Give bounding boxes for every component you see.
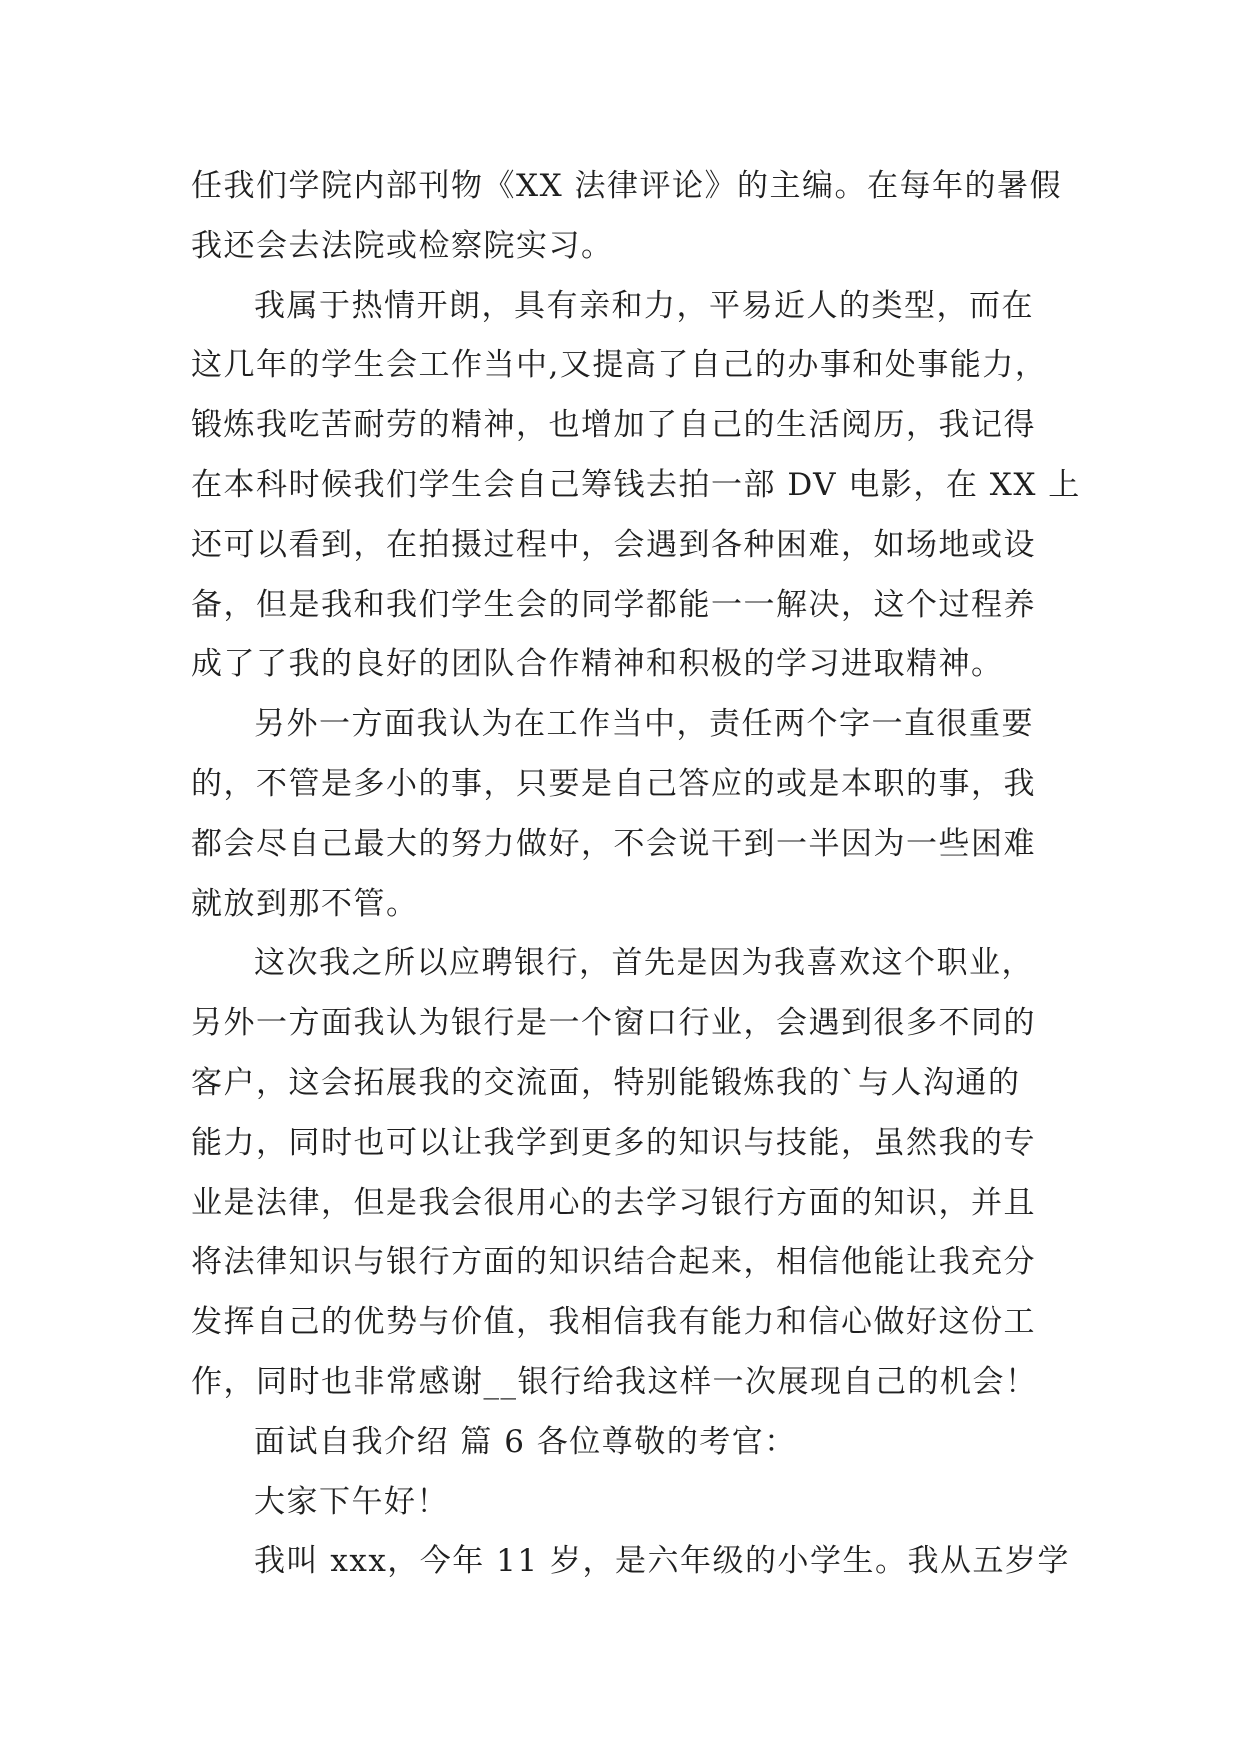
text-line: 在本科时候我们学生会自己筹钱去拍一部 DV 电影，在 XX 上 — [191, 466, 1081, 503]
text-line: 的，不管是多小的事，只要是自己答应的或是本职的事，我 — [191, 765, 1036, 802]
text-line: 备，但是我和我们学生会的同学都能一一解决，这个过程养 — [191, 586, 1036, 623]
text-line: 作，同时也非常感谢__银行给我这样一次展现自己的机会！ — [191, 1363, 1038, 1400]
text-line: 发挥自己的优势与价值，我相信我有能力和信心做好这份工 — [191, 1304, 1036, 1341]
paragraph-start-line: 另外一方面我认为在工作当中，责任两个字一直很重要 — [254, 706, 1034, 743]
text-line: 还可以看到，在拍摄过程中，会遇到各种困难，如场地或设 — [191, 526, 1036, 563]
document-body-text — [191, 157, 1081, 1592]
paragraph-start-line: 这次我之所以应聘银行，首先是因为我喜欢这个职业， — [254, 945, 1034, 982]
section-heading-line: 面试自我介绍 篇 6 各位尊敬的考官： — [254, 1423, 797, 1460]
text-line: 另外一方面我认为银行是一个窗口行业，会遇到很多不同的 — [191, 1005, 1036, 1042]
text-line: 将法律知识与银行方面的知识结合起来，相信他能让我充分 — [191, 1244, 1036, 1281]
paragraph-start-line: 我叫 xxx，今年 11 岁，是六年级的小学生。我从五岁学 — [254, 1543, 1070, 1580]
text-line: 就放到那不管。 — [191, 885, 419, 922]
text-line: 业是法律，但是我会很用心的去学习银行方面的知识，并且 — [191, 1184, 1036, 1221]
text-line: 成了了我的良好的团队合作精神和积极的学习进取精神。 — [191, 646, 1004, 683]
text-line: 都会尽自己最大的努力做好，不会说干到一半因为一些困难 — [191, 825, 1036, 862]
greeting-line: 大家下午好！ — [254, 1483, 449, 1520]
text-line: 这几年的学生会工作当中,又提高了自己的办事和处事能力， — [191, 347, 1048, 384]
text-line: 锻炼我吃苦耐劳的精神，也增加了自己的生活阅历，我记得 — [191, 407, 1036, 444]
paragraph-start-line: 我属于热情开朗，具有亲和力，平易近人的类型，而在 — [254, 287, 1034, 324]
text-line: 任我们学院内部刊物《XX 法律评论》的主编。在每年的暑假 — [191, 168, 1062, 204]
text-line: 能力，同时也可以让我学到更多的知识与技能，虽然我的专 — [191, 1124, 1036, 1161]
text-line: 客户，这会拓展我的交流面，特别能锻炼我的`与人沟通的 — [191, 1064, 1021, 1101]
text-line: 我还会去法院或检察院实习。 — [191, 227, 614, 264]
